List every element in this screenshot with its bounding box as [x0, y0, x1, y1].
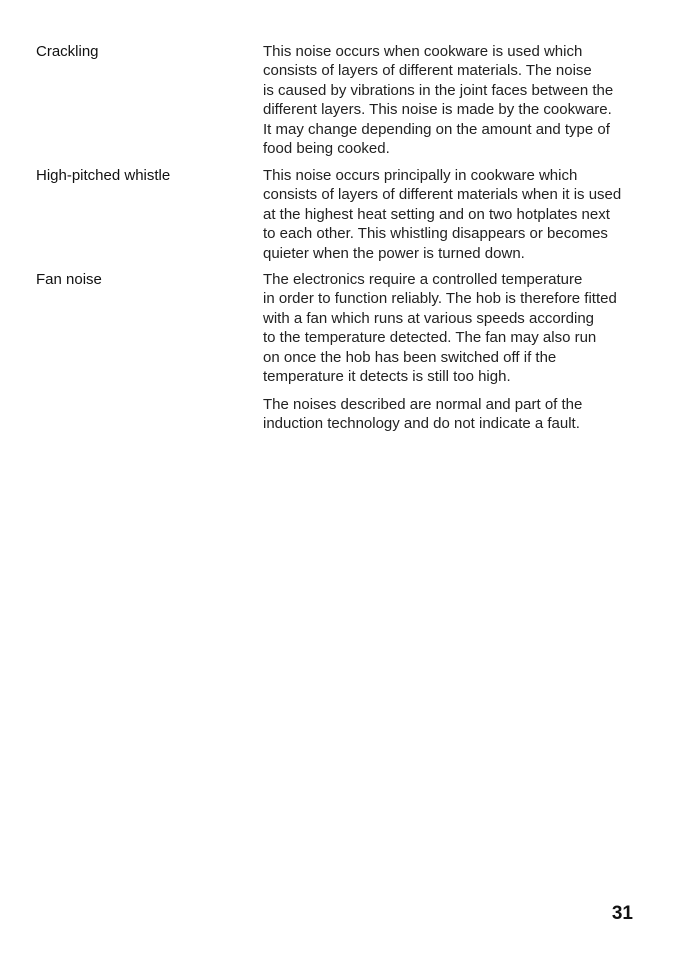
- entry-term: Crackling: [36, 43, 99, 60]
- entry-description: [263, 42, 635, 158]
- note-line: The noises described are normal and part of the: [263, 396, 583, 413]
- description-line: consists of layers of different materials when it is used: [263, 186, 622, 204]
- description-line: on once the hob has been switched off if the: [263, 348, 557, 366]
- description-line: food being cooked.: [263, 140, 390, 158]
- page-number: 31: [611, 903, 633, 924]
- entry-description: [263, 270, 635, 386]
- description-line: The electronics require a controlled temperature: [263, 271, 583, 288]
- description-line: It may change depending on the amount and type of: [263, 120, 610, 138]
- description-line: with a fan which runs at various speeds according: [263, 309, 595, 327]
- description-line: temperature it detects is still too high.: [263, 368, 511, 386]
- entry-description: [263, 166, 635, 263]
- description-line: is caused by vibrations in the joint faces between the: [263, 81, 614, 99]
- entry-term: Fan noise: [36, 271, 102, 288]
- description-line: consists of layers of different materials. The noise: [263, 62, 592, 80]
- description-line: to the temperature detected. The fan may also run: [263, 329, 597, 347]
- description-line: This noise occurs principally in cookware which: [263, 167, 578, 184]
- note-line: induction technology and do not indicate a fault.: [263, 415, 580, 433]
- description-line: in order to function reliably. The hob is therefore fitted: [263, 290, 617, 308]
- entry-term: High-pitched whistle: [36, 167, 171, 184]
- description-line: to each other. This whistling disappears or becomes: [263, 225, 608, 243]
- description-line: different layers. This noise is made by the cookware.: [263, 101, 612, 119]
- closing-note: [263, 395, 635, 434]
- description-line: quieter when the power is turned down.: [263, 244, 525, 262]
- description-line: This noise occurs when cookware is used which: [263, 43, 583, 60]
- description-line: at the highest heat setting and on two hotplates next: [263, 205, 610, 223]
